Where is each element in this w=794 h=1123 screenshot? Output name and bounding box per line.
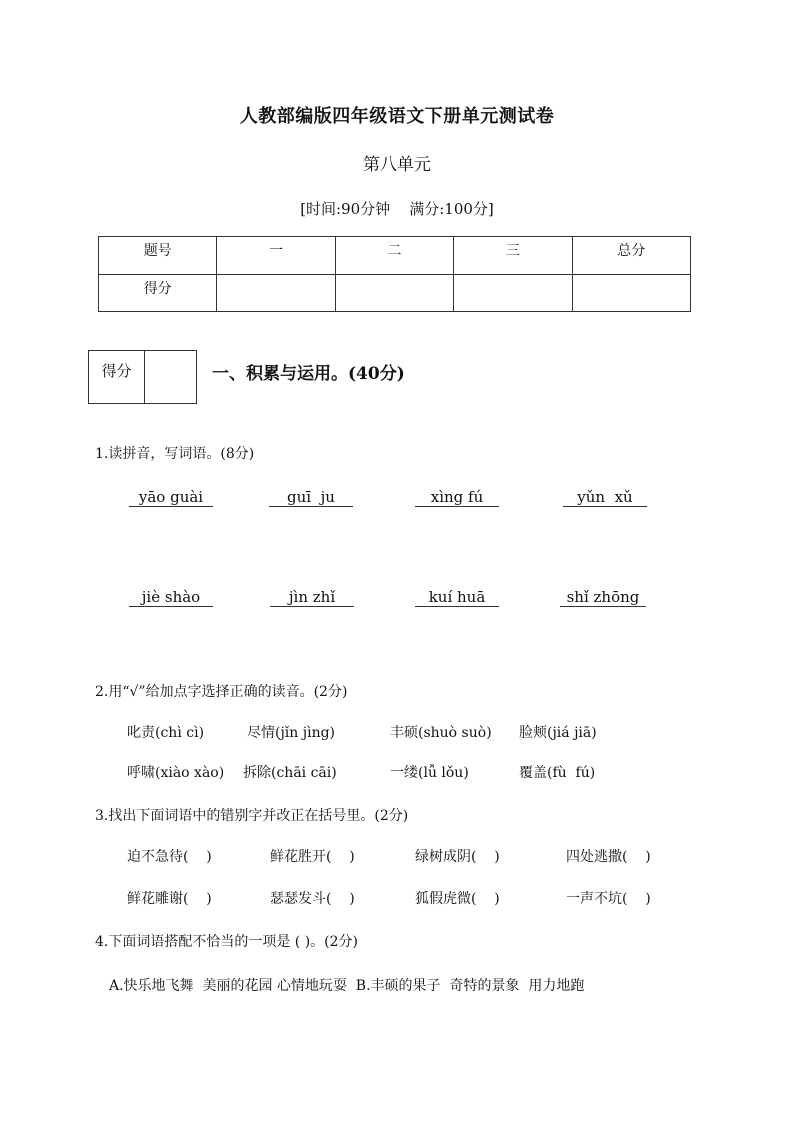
section-heading: 一、积累与运用。(40分)	[212, 364, 405, 384]
q3-item[interactable]: 一声不坑( )	[566, 891, 651, 907]
pinyin-blank[interactable]: jìn zhǐ	[270, 588, 354, 607]
q3-item[interactable]: 鲜花雕谢( )	[127, 891, 212, 907]
pinyin-blank[interactable]: xìng fú	[415, 488, 499, 507]
score-cell[interactable]	[335, 274, 453, 312]
pinyin-blank[interactable]: kuí huā	[415, 588, 499, 607]
q4-options[interactable]: A.快乐地飞舞 美丽的花园 心情地玩耍 B.丰硕的果子 奇特的景象 用力地跑	[109, 978, 585, 994]
score-row-label: 得分	[99, 274, 217, 312]
pinyin-blank[interactable]: guī ju	[269, 488, 353, 507]
q3-item[interactable]: 瑟瑟发斗( )	[270, 891, 355, 907]
pinyin-blank[interactable]: yǔn xǔ	[563, 488, 647, 507]
question-4-prompt: 4.下面词语搭配不恰当的一项是 ( )。(2分)	[95, 934, 359, 950]
score-table-score-row	[99, 274, 691, 312]
q2-item[interactable]: 呼啸(xiào xào)	[127, 765, 225, 781]
score-table-header: 题号	[99, 237, 217, 275]
q2-item[interactable]: 脸颊(jiá jiā)	[519, 725, 597, 741]
q2-item[interactable]: 尽情(jǐn jìng)	[247, 725, 336, 741]
q2-item[interactable]: 丰硕(shuò suò)	[390, 725, 492, 741]
question-1-prompt: 1.读拼音，写词语。(8分)	[95, 446, 255, 462]
pinyin-blank[interactable]: shǐ zhōng	[560, 588, 646, 607]
pinyin-blank[interactable]: yāo guài	[129, 488, 213, 507]
q3-item[interactable]: 四处逃撒( )	[566, 849, 651, 865]
score-table-header: 一	[217, 237, 335, 275]
score-table	[98, 236, 691, 312]
score-cell[interactable]	[454, 274, 572, 312]
time-score-info: [时间:90分钟 满分:100分]	[300, 200, 494, 218]
score-cell[interactable]	[572, 274, 690, 312]
score-table-header: 二	[335, 237, 453, 275]
q2-item[interactable]: 拆除(chāi cāi)	[243, 765, 337, 781]
page-title: 人教部编版四年级语文下册单元测试卷	[239, 106, 555, 127]
unit-subtitle: 第八单元	[363, 155, 431, 175]
q2-item[interactable]: 叱责(chì cì)	[127, 725, 205, 741]
question-2-prompt: 2.用“√”给加点字选择正确的读音。(2分)	[95, 684, 348, 700]
score-cell[interactable]	[217, 274, 335, 312]
section-score-box	[88, 350, 197, 404]
q3-item[interactable]: 绿树成阴( )	[415, 849, 500, 865]
score-table-header: 总分	[572, 237, 690, 275]
q3-item[interactable]: 迫不急待( )	[127, 849, 212, 865]
pinyin-blank[interactable]: jiè shào	[129, 588, 213, 607]
q3-item[interactable]: 鲜花胜开( )	[270, 849, 355, 865]
q3-item[interactable]: 狐假虎微( )	[415, 891, 500, 907]
score-table-header: 三	[454, 237, 572, 275]
score-table-header-row	[99, 237, 691, 275]
q2-item[interactable]: 覆盖(fù fú)	[519, 765, 596, 781]
question-3-prompt: 3.找出下面词语中的错别字并改正在括号里。(2分)	[95, 808, 409, 824]
section-score-label: 得分	[89, 351, 145, 403]
q2-item[interactable]: 一缕(lǚ lǒu)	[390, 765, 469, 781]
